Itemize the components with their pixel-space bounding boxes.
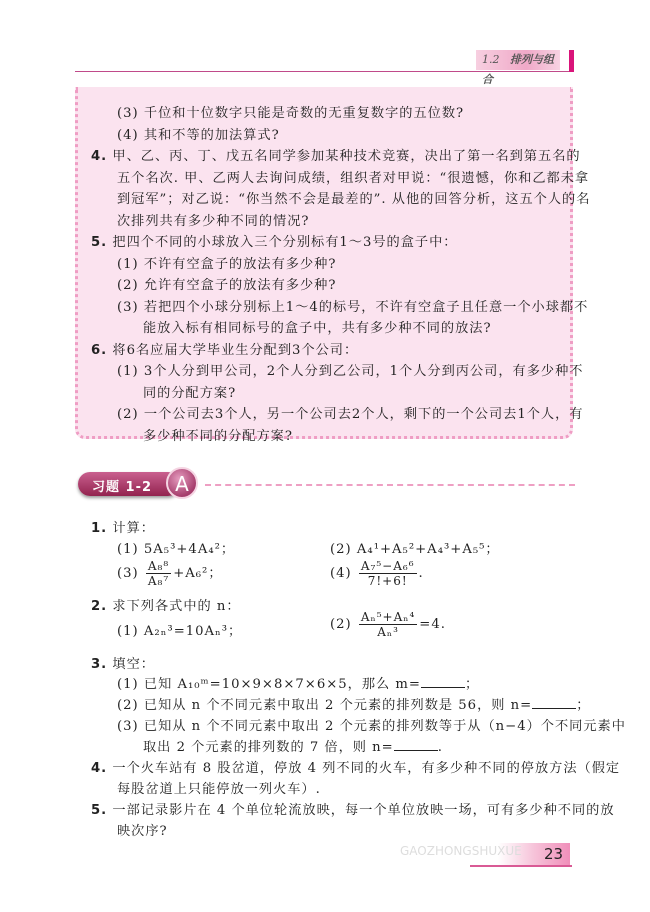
fraction: $\frac{\text{A₇⁵−A₆⁶}}{7!+6!}$ — [360, 559, 415, 588]
practice-line: 4. 甲、乙、丙、丁、戊五名同学参加某种技术竞赛，决出了第一名到第五名的 — [91, 149, 581, 164]
section-header — [476, 50, 560, 86]
practice-line: 多少种不同的分配方案? — [143, 428, 293, 444]
answer-blank — [394, 738, 438, 751]
header-accent-bar — [569, 50, 574, 72]
exercise-2: 2. 求下列各式中的 n： — [91, 599, 241, 614]
exercise-2-item-1: (1) A₂ₙ³=10Aₙ³； — [117, 624, 243, 639]
footer-rule — [470, 865, 572, 867]
exercise-label: 习题 1-2 — [92, 480, 153, 495]
practice-line: 能放入标有相同标号的盒子中，共有多少种不同的放法? — [143, 321, 492, 336]
answer-blank — [421, 675, 465, 688]
section-number: 1.2 — [482, 53, 500, 66]
exercise-2-item-2: (2) $\frac{\text{Aₙ⁵+Aₙ⁴}}{\text{Aₙ³}}$ =4. — [330, 610, 446, 639]
level-badge: A — [166, 467, 198, 499]
exercise-3-item-2: (2) 已知从 n 个不同元素中取出 2 个元素的排列数是 56，则 n= ； — [117, 698, 591, 713]
exercise-1-item-1: (1) 5A₅³+4A₄²； — [117, 542, 236, 557]
practice-line: (2) 允许有空盒子的放法有多少种? — [117, 278, 337, 293]
page-number: 23 — [544, 845, 564, 863]
exercise-5: 5. 一部记录影片在 4 个单位轮流放映，每一个单位放映一场，可有多少种不同的放 — [91, 803, 615, 818]
answer-blank — [532, 696, 576, 709]
practice-line: 次排列共有多少种不同的情况? — [117, 213, 310, 229]
practice-line: (4) 其和不等的加法算式? — [117, 127, 280, 143]
exercise-1-item-3: (3) $\frac{\text{A₈⁸}}{\text{A₈⁷}}$ +A₆²； — [117, 559, 223, 588]
practice-line: 同的分配方案? — [143, 385, 237, 401]
practice-line: 五个名次. 甲、乙两人去询问成绩，组织者对甲说：“很遗憾，你和乙都未拿 — [117, 170, 590, 186]
exercise-3-item-1: (1) 已知 A₁₀ᵐ=10×9×8×7×6×5，那么 m= ； — [117, 677, 480, 692]
fraction: $\frac{\text{Aₙ⁵+Aₙ⁴}}{\text{Aₙ³}}$ — [360, 610, 416, 639]
header-rule — [75, 71, 572, 72]
practice-line: (3) 千位和十位数字只能是奇数的无重复数字的五位数? — [117, 106, 465, 121]
exercise-5-cont: 映次序? — [117, 824, 168, 839]
exercise-3-item-3-cont: 取出 2 个元素的排列数的 7 倍，则 n= . — [143, 740, 443, 755]
practice-line: 6. 将6名应届大学毕业生分配到3个公司： — [91, 342, 359, 358]
exercise-4: 4. 一个火车站有 8 股岔道，停放 4 列不同的火车，有多少种不同的停放方法（假定 — [91, 761, 621, 776]
exercise-1: 1. 计算： — [91, 521, 155, 536]
fraction: $\frac{\text{A₈⁸}}{\text{A₈⁷}}$ — [147, 559, 170, 588]
practice-line: (3) 若把四个小球分别标上1～4的标号，不许有空盒子且任意一个小球都不 — [117, 299, 589, 315]
practice-line: 5. 把四个不同的小球放入三个分别标有1～3号的盒子中： — [91, 235, 458, 250]
practice-line: 到冠军”；对乙说：“你当然不会是最差的”. 从他的回答分析，这五个人的名 — [117, 192, 591, 207]
exercise-3: 3. 填空： — [91, 657, 155, 672]
footer-watermark: GAOZHONGSHUXUE — [400, 844, 522, 858]
practice-line: (1) 不许有空盒子的放法有多少种? — [117, 256, 337, 272]
exercise-3-item-3: (3) 已知从 n 个不同元素中取出 2 个元素的排列数等于从（n−4）个不同元素中 — [117, 719, 626, 734]
practice-line: (2) 一个公司去3个人，另一个公司去2个人，剩下的一个公司去1个人，有 — [117, 407, 584, 422]
exercise-1-item-4: (4) $\frac{\text{A₇⁵−A₆⁶}}{7!+6!}$ . — [330, 559, 424, 588]
section-title: 排列与组合 — [482, 53, 554, 86]
exercise-1-item-2: (2) A₄¹+A₅²+A₄³+A₅⁵； — [330, 542, 500, 557]
exercise-divider — [205, 484, 575, 486]
practice-line: (1) 3个人分到甲公司，2个人分到乙公司，1个人分到丙公司，有多少种不 — [117, 364, 584, 379]
exercise-4-cont: 每股岔道上只能停放一列火车）. — [117, 782, 321, 797]
